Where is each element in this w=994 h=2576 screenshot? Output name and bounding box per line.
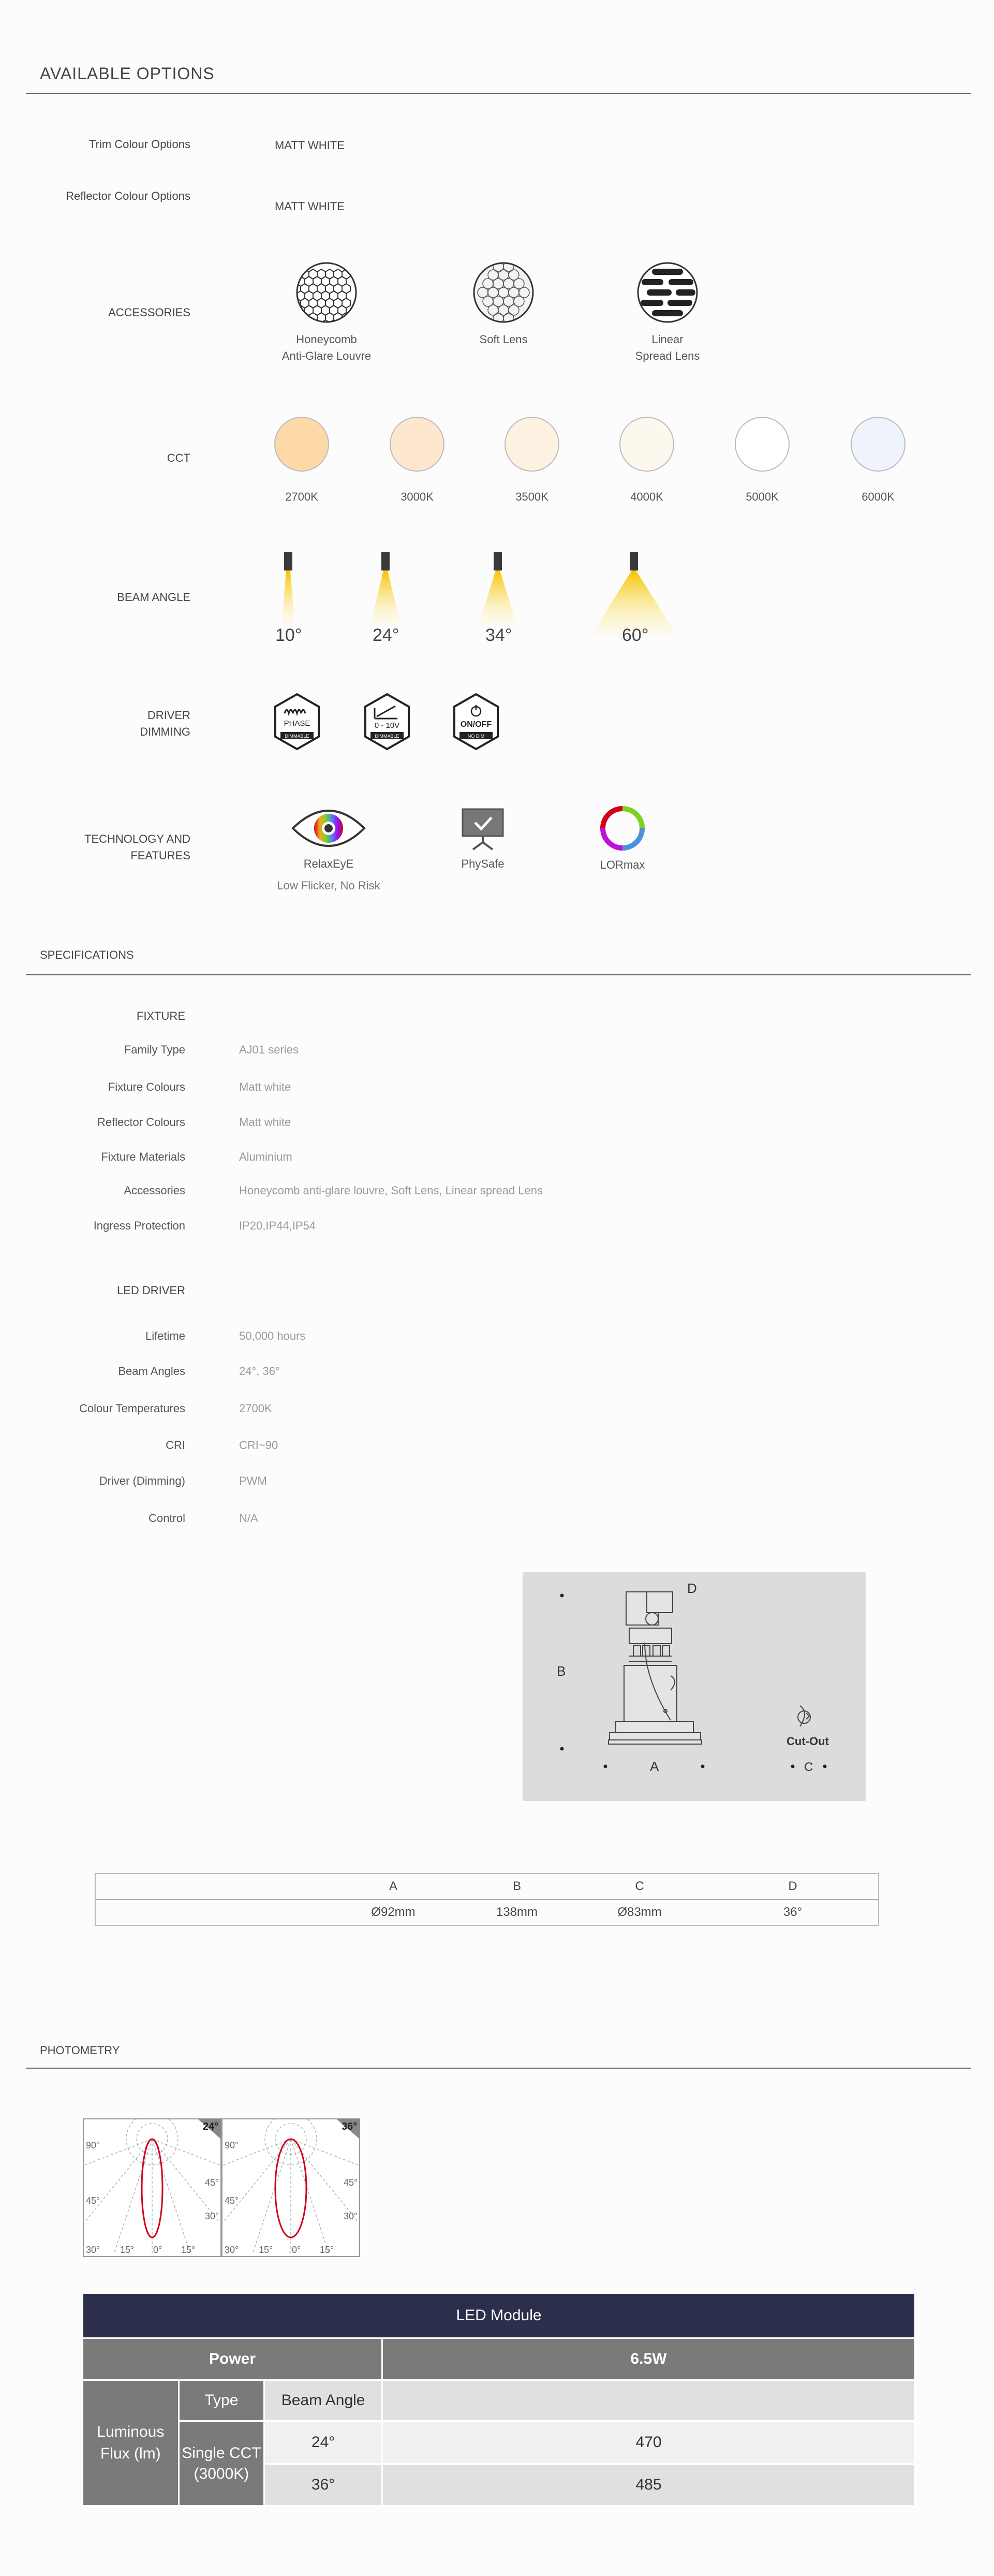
dim-header-a: A — [389, 1879, 397, 1893]
flux-row-24 — [83, 2421, 915, 2464]
cct-swatch-5000k — [735, 417, 790, 472]
beam-24-graphic — [370, 552, 401, 626]
spec-value: Matt white — [239, 1116, 291, 1129]
svg-text:30°: 30° — [205, 2211, 219, 2221]
polar-plot-36 — [221, 2118, 360, 2260]
spec-value: CRI~90 — [239, 1439, 278, 1452]
svg-text:30°: 30° — [225, 2245, 239, 2255]
cct-label-4000k: 4000K — [630, 490, 663, 503]
soft-lens-icon — [472, 261, 535, 326]
beam-angle-header: Beam Angle — [264, 2380, 382, 2421]
svg-text:DIMMABLE: DIMMABLE — [375, 734, 399, 739]
label-c: C — [804, 1760, 813, 1774]
section-divider — [26, 974, 971, 975]
reflector-colour-label: Reflector Colour Options — [66, 189, 190, 202]
beam-10-graphic — [281, 552, 295, 626]
svg-text:90°: 90° — [86, 2140, 100, 2150]
0-10v-dimmable-icon — [363, 693, 411, 753]
dim-value-a: Ø92mm — [371, 1905, 416, 1919]
dim-value-empty — [96, 1899, 324, 1925]
cct-label-3000k: 3000K — [400, 490, 434, 503]
phase-dimmable-icon — [273, 693, 321, 753]
beam-60-graphic — [590, 552, 678, 637]
cct-label-5000k: 5000K — [746, 490, 779, 503]
svg-text:0 - 10V: 0 - 10V — [374, 721, 400, 730]
svg-text:15°: 15° — [320, 2245, 334, 2255]
photometry-title: PHOTOMETRY — [40, 2044, 120, 2057]
led-module-table — [82, 2292, 916, 2507]
svg-text:45°: 45° — [225, 2196, 239, 2206]
eye-icon — [290, 802, 367, 857]
physafe-icon — [459, 805, 506, 854]
cct-swatch-2700k — [274, 417, 329, 472]
spec-value: Honeycomb anti-glare louvre, Soft Lens, Linear spread Lens — [239, 1184, 543, 1197]
technology-label: TECHNOLOGY AND FEATURES — [84, 832, 190, 862]
label-a: A — [650, 1759, 659, 1774]
dim-value-b: 138mm — [496, 1905, 538, 1919]
led-module-table-wrapper — [82, 2292, 916, 2507]
beam-34-label: 34° — [485, 625, 512, 645]
color-ring-icon — [597, 802, 648, 857]
svg-text:DIMMABLE: DIMMABLE — [285, 734, 309, 739]
spec-label: Colour Temperatures — [79, 1402, 185, 1415]
svg-text:30°: 30° — [344, 2211, 358, 2221]
dim-header-b: B — [512, 1879, 521, 1893]
cct-swatch-3500k — [505, 417, 559, 472]
physafe-name: PhySafe — [461, 857, 505, 870]
fixture-heading: FIXTURE — [136, 1009, 185, 1022]
spec-label: Reflector Colours — [97, 1116, 185, 1129]
spec-label: Fixture Materials — [101, 1150, 185, 1163]
spec-label: Ingress Protection — [93, 1219, 185, 1232]
dimensions-header-row — [96, 1874, 878, 1899]
power-row — [83, 2338, 915, 2380]
spec-value: AJ01 series — [239, 1043, 299, 1056]
on-off-icon — [452, 693, 500, 753]
spec-value: N/A — [239, 1512, 258, 1525]
beam-10-label: 10° — [275, 625, 302, 645]
beam-angle-label: BEAM ANGLE — [117, 591, 190, 604]
svg-text:36°: 36° — [342, 2121, 358, 2132]
spec-value: 2700K — [239, 1402, 272, 1415]
reflector-colour-value: MATT WHITE — [275, 200, 345, 213]
spec-value: IP20,IP44,IP54 — [239, 1219, 316, 1232]
dimensions-table — [96, 1874, 878, 1925]
relaxeye-sub: Low Flicker, No Risk — [277, 879, 380, 892]
spec-value: 24°, 36° — [239, 1365, 280, 1378]
svg-text:15°: 15° — [259, 2245, 273, 2255]
dim-header-d: D — [788, 1879, 797, 1893]
svg-text:45°: 45° — [205, 2177, 219, 2188]
linear-lens-icon — [636, 261, 699, 326]
spec-label: Driver (Dimming) — [99, 1474, 185, 1487]
relaxeye-name: RelaxEyE — [303, 857, 354, 870]
cct-swatch-3000k — [390, 417, 444, 472]
spec-label: CRI — [166, 1439, 185, 1452]
svg-text:45°: 45° — [86, 2196, 100, 2206]
flux-angle-36: 36° — [264, 2464, 382, 2506]
spec-value: Aluminium — [239, 1150, 292, 1163]
cct-label-2700k: 2700K — [285, 490, 318, 503]
available-options-title: AVAILABLE OPTIONS — [40, 64, 215, 83]
svg-text:PHASE: PHASE — [284, 719, 310, 728]
power-label: Power — [83, 2338, 382, 2380]
led-module-title: LED Module — [83, 2293, 915, 2338]
accessories-label: ACCESSORIES — [108, 306, 190, 319]
svg-text:15°: 15° — [120, 2245, 135, 2255]
spec-label: Lifetime — [145, 1329, 185, 1342]
type-row — [83, 2380, 915, 2421]
spec-value: PWM — [239, 1474, 267, 1487]
svg-text:30°: 30° — [86, 2245, 100, 2255]
section-divider — [26, 93, 971, 94]
trim-colour-label: Trim Colour Options — [88, 138, 190, 151]
luminous-flux-label: Luminous Flux (lm) — [83, 2380, 179, 2506]
power-value: 6.5W — [382, 2338, 915, 2380]
svg-text:24°: 24° — [203, 2121, 219, 2132]
cct-label-3500k: 3500K — [515, 490, 548, 503]
led-driver-heading: LED DRIVER — [116, 1284, 185, 1297]
dimensions-value-row — [96, 1899, 878, 1925]
svg-text:90°: 90° — [225, 2140, 239, 2150]
type-row-empty — [382, 2380, 915, 2421]
type-label: Type — [179, 2380, 264, 2421]
accessory-linear-lens-caption: Linear Spread Lens — [635, 333, 700, 362]
label-d: D — [687, 1580, 697, 1596]
beam-60-label: 60° — [622, 625, 649, 645]
dim-header-empty — [96, 1874, 324, 1899]
dimension-diagram — [523, 1572, 866, 1801]
spec-value: 50,000 hours — [239, 1329, 306, 1342]
cct-swatch-4000k — [619, 417, 674, 472]
beam-24-label: 24° — [373, 625, 399, 645]
svg-text:0°: 0° — [153, 2245, 162, 2255]
honeycomb-icon — [295, 261, 358, 326]
flux-angle-24: 24° — [264, 2421, 382, 2464]
flux-value-24: 470 — [382, 2421, 915, 2464]
lormax-name: LORmax — [600, 858, 645, 871]
cutout-label: Cut-Out — [787, 1735, 829, 1748]
spec-label: Family Type — [124, 1043, 185, 1056]
svg-text:NO DIM: NO DIM — [467, 734, 485, 739]
section-divider — [26, 2068, 971, 2069]
spec-label: Fixture Colours — [108, 1080, 185, 1093]
dim-value-d: 36° — [783, 1905, 803, 1919]
spec-label: Control — [149, 1512, 185, 1525]
dim-header-c: C — [635, 1879, 644, 1893]
cct-label-6000k: 6000K — [862, 490, 895, 503]
accessory-soft-lens-caption: Soft Lens — [479, 333, 528, 346]
svg-text:ON/OFF: ON/OFF — [460, 720, 492, 729]
label-b: B — [557, 1663, 566, 1679]
trim-colour-value: MATT WHITE — [275, 139, 345, 152]
polar-plot-24 — [83, 2118, 221, 2260]
cct-label: CCT — [167, 451, 190, 464]
svg-text:45°: 45° — [344, 2177, 358, 2188]
specifications-title: SPECIFICATIONS — [40, 948, 134, 961]
beam-34-graphic — [478, 552, 517, 626]
cct-swatch-6000k — [851, 417, 906, 472]
led-module-title-row — [83, 2293, 915, 2338]
spec-label: Accessories — [124, 1184, 185, 1197]
flux-value-36: 485 — [382, 2464, 915, 2506]
dim-value-c: Ø83mm — [617, 1905, 662, 1919]
dimensions-table-wrapper — [95, 1873, 879, 1926]
svg-text:0°: 0° — [292, 2245, 301, 2255]
spec-label: Beam Angles — [118, 1365, 185, 1378]
driver-label: DRIVER DIMMING — [140, 709, 190, 738]
svg-text:15°: 15° — [181, 2245, 196, 2255]
accessory-honeycomb-caption: Honeycomb Anti-Glare Louvre — [281, 333, 372, 362]
single-cct-label: Single CCT (3000K) — [179, 2421, 264, 2506]
spec-value: Matt white — [239, 1080, 291, 1093]
